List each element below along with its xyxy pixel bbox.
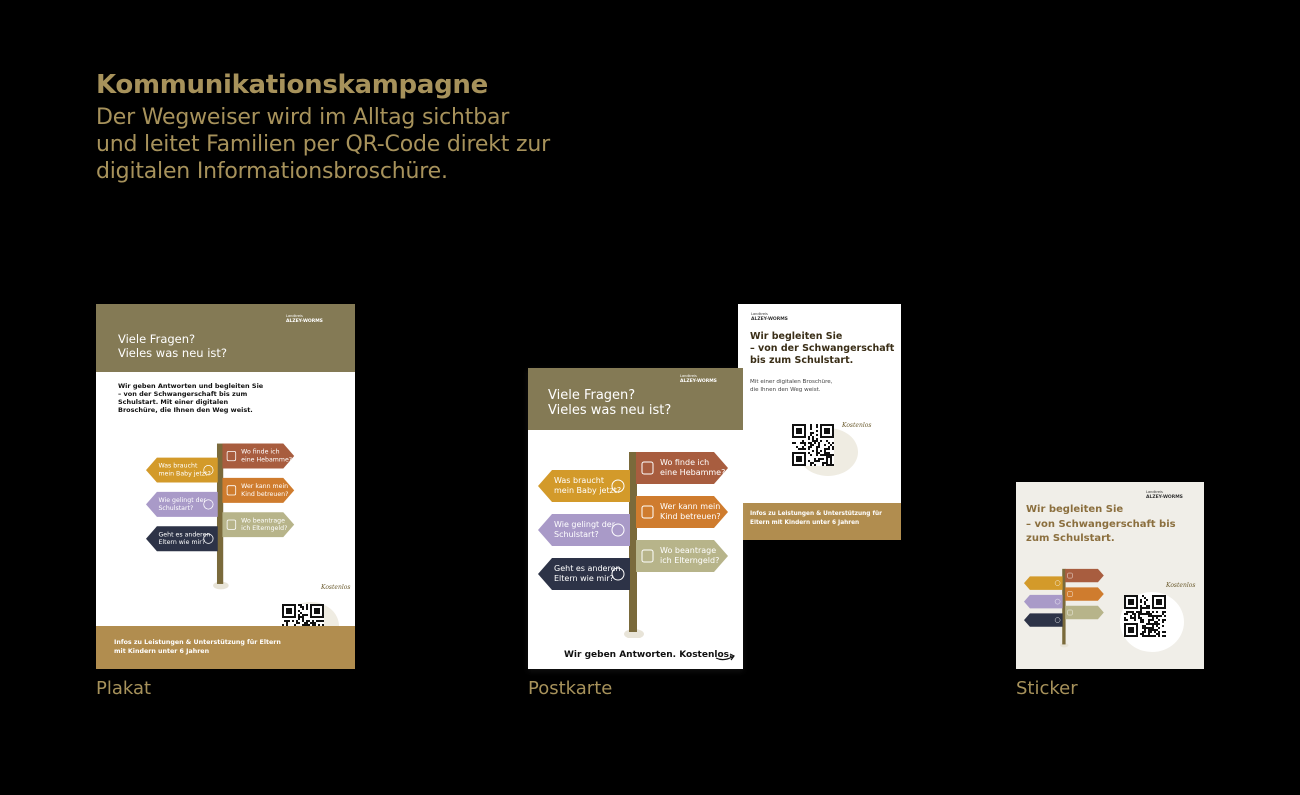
sign-label-left: Was braucht (554, 476, 604, 485)
sign-label-left: Eltern wie mir? (554, 574, 614, 583)
page-title: Kommunikationskampagne (96, 70, 488, 100)
sign-label-left: Geht es anderen (158, 531, 211, 539)
page-subtitle: Der Wegweiser wird im Alltag sichtbar und leitet Familien per QR-Code direkt zur digitalen Informationsbroschüre. (96, 105, 550, 184)
sign-label-right: eine Hebamme? (241, 456, 293, 464)
sign-label-right: eine Hebamme? (660, 468, 726, 477)
sign-arrow-right (1065, 569, 1104, 582)
signpost-pole (1062, 569, 1065, 645)
poster-logo: Landkreis ALZEY-WORMS (286, 314, 323, 324)
caption-plakat: Plakat (96, 678, 152, 699)
sign-label-right: Wo finde ich (660, 458, 710, 467)
flyer-kostenlos: Kostenlos (842, 422, 872, 429)
sign-label-left: Wie gelingt der (158, 497, 207, 505)
postcard-question: Viele Fragen? Vieles was neu ist? (548, 388, 672, 418)
sign-arrow-right (1065, 587, 1104, 600)
sign-label-left: mein Baby jetzt? (158, 470, 211, 478)
flyer-footer-text: Infos zu Leistungen & Unterstützung für Eltern mit Kindern unter 6 Jahren (750, 511, 882, 526)
sign-label-left: mein Baby jetzt? (554, 486, 622, 495)
postcard-signpost (538, 450, 738, 638)
sticker-signpost (1024, 568, 1114, 658)
sign-arrow-right (1065, 606, 1104, 619)
sign-arrow-left (1024, 576, 1063, 589)
flyer-mockup (738, 304, 901, 540)
sign-label-right: Wo beantrage (660, 546, 717, 555)
sticker-headline: Wir begleiten Sie – von Schwangerschaft bis zum Schulstart. (1026, 504, 1176, 544)
sign-label-left: Eltern wie mir? (158, 539, 206, 547)
sign-label-right: ich Elterngeld? (241, 525, 288, 533)
poster-footer-text: Infos zu Leistungen & Unterstützung für Eltern mit Kindern unter 6 Jahren (114, 639, 281, 655)
qr-code-icon (792, 424, 834, 466)
sign-label-right: Wo finde ich (241, 448, 280, 456)
sign-label-right: ich Elterngeld? (660, 556, 720, 565)
qr-code-icon (1124, 595, 1166, 637)
sign-label-right: Wer kann mein (241, 483, 289, 491)
postcard-tagline: Wir geben Antworten. Kostenlos. (564, 650, 733, 660)
poster-mockup (96, 304, 355, 669)
poster-kostenlos: Kostenlos (321, 584, 351, 591)
sign-label-left: Wie gelingt der (554, 520, 615, 529)
sticker-logo: Landkreis ALZEY-WORMS (1146, 490, 1183, 500)
sign-label-right: Kind betreuen? (660, 512, 721, 521)
sign-label-right: Kind betreuen? (241, 490, 289, 498)
signpost-pole (217, 444, 223, 584)
sign-arrow-left (1024, 613, 1063, 626)
sign-label-left: Was braucht (158, 462, 198, 470)
sign-label-left: Schulstart? (158, 504, 194, 512)
arrow-icon (714, 652, 738, 662)
sticker-kostenlos: Kostenlos (1166, 582, 1196, 589)
caption-sticker: Sticker (1016, 678, 1078, 699)
flyer-headline: Wir begleiten Sie – von der Schwangerschaft bis zum Schulstart. (750, 331, 895, 366)
poster-question: Viele Fragen? Vieles was neu ist? (118, 332, 228, 360)
sign-label-left: Schulstart? (554, 530, 599, 539)
poster-signpost (146, 442, 306, 594)
sign-label-right: Wer kann mein (660, 502, 721, 511)
sign-label-right: Wo beantrage (241, 517, 285, 525)
poster-intro: Wir geben Antworten und begleiten Sie – von der Schwangerschaft bis zum Schulstart. Mit einer digitalen Broschüre, die Ihnen den Weg weist. (118, 382, 264, 414)
flyer-logo: Landkreis ALZEY-WORMS (751, 312, 788, 322)
postcard-logo: Landkreis ALZEY-WORMS (680, 374, 717, 384)
sign-arrow-left (1024, 595, 1063, 608)
caption-postkarte: Postkarte (528, 678, 613, 699)
sign-label-left: Geht es anderen (554, 564, 621, 573)
flyer-body: Mit einer digitalen Broschüre, die Ihnen den Weg weist. (750, 379, 833, 393)
signpost-pole (629, 452, 637, 632)
postcard-mockup (528, 368, 743, 669)
sticker-mockup (1016, 482, 1204, 669)
